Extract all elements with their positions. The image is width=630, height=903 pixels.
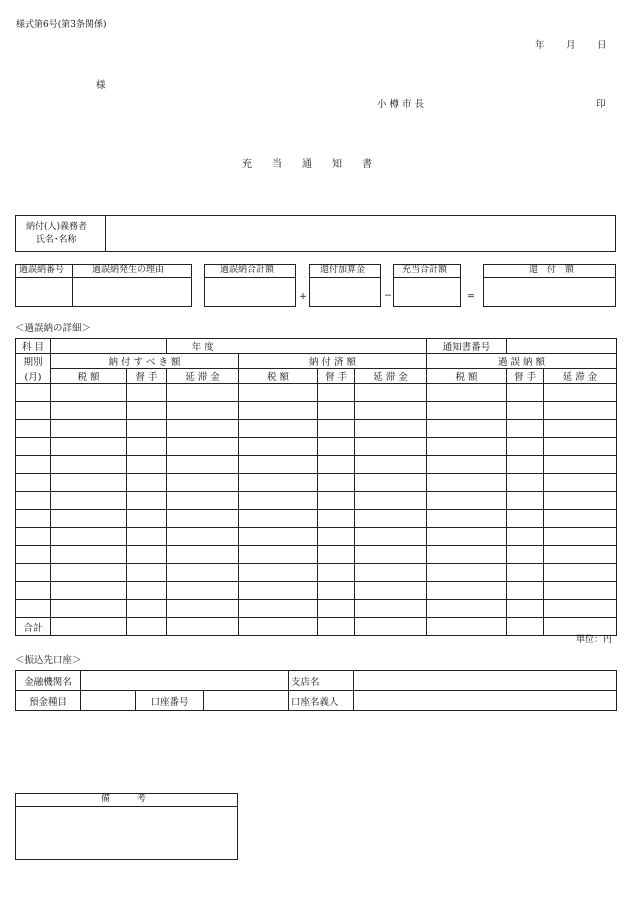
detail-cell[interactable] [127,420,167,438]
detail-cell[interactable] [167,546,239,564]
subject-field[interactable] [51,339,167,354]
detail-cell[interactable] [51,510,127,528]
overpay-number-label: 過誤納番号 [19,265,65,275]
detail-cell[interactable] [239,546,318,564]
to-be-paid-header: 納 付 す べ き 額 [51,354,239,369]
detail-cell[interactable] [427,528,507,546]
detail-cell[interactable] [427,438,507,456]
detail-cell[interactable] [318,582,355,600]
detail-cell[interactable] [51,420,127,438]
account-number-field[interactable] [204,691,289,711]
detail-cell[interactable] [427,456,507,474]
detail-cell[interactable] [167,402,239,420]
detail-cell[interactable] [239,402,318,420]
form-number: 様式第6号(第3条関係) [16,20,107,30]
detail-cell[interactable] [427,582,507,600]
bank-account-table [15,670,617,711]
detail-cell[interactable] [544,474,617,492]
table-row [16,492,617,510]
tax-header: 税 額 [427,369,507,384]
detail-cell[interactable] [355,492,427,510]
total-label: 合計 [16,618,51,636]
account-holder-field[interactable] [354,691,617,711]
detail-cell[interactable] [127,600,167,618]
detail-cell[interactable] [239,438,318,456]
detail-cell[interactable] [127,582,167,600]
delinquency-header: 延 滞 金 [544,369,617,384]
deposit-type-field[interactable] [81,691,136,711]
overpaid-header: 過 誤 納 額 [427,354,617,369]
detail-cell[interactable] [51,438,127,456]
detail-cell[interactable] [239,564,318,582]
detail-cell[interactable] [544,384,617,402]
detail-cell[interactable] [355,438,427,456]
institution-field[interactable] [81,671,289,691]
detail-cell[interactable] [507,492,544,510]
detail-cell[interactable] [318,402,355,420]
detail-cell[interactable] [355,546,427,564]
reminder-fee-header: 督 手 [127,369,167,384]
total-cell[interactable] [318,618,355,636]
detail-cell[interactable] [544,582,617,600]
table-row [16,564,617,582]
equals-sign: = [467,291,475,302]
detail-cell[interactable] [544,510,617,528]
detail-cell[interactable] [355,456,427,474]
table-row [16,582,617,600]
detail-cell[interactable] [318,420,355,438]
notice-number-field[interactable] [507,339,617,354]
detail-cell[interactable] [427,564,507,582]
detail-cell[interactable] [51,474,127,492]
detail-cell[interactable] [318,510,355,528]
table-row [16,402,617,420]
detail-cell[interactable] [127,564,167,582]
detail-cell[interactable] [318,438,355,456]
detail-cell[interactable] [127,402,167,420]
delinquency-header: 延 滞 金 [355,369,427,384]
overpay-detail-table [15,338,617,636]
detail-cell[interactable] [318,492,355,510]
issuer-name: 小 樽 市 長 [377,99,425,110]
detail-cell[interactable] [507,456,544,474]
detail-cell[interactable] [167,528,239,546]
remarks-label: 備 考 [101,794,147,804]
detail-cell[interactable] [427,474,507,492]
period-label: 期別 [16,354,51,369]
detail-cell[interactable] [318,528,355,546]
detail-cell[interactable] [544,528,617,546]
detail-cell[interactable] [16,510,51,528]
detail-cell[interactable] [239,420,318,438]
detail-cell[interactable] [16,564,51,582]
detail-section-title: ＜過誤納の詳細＞ [15,323,92,334]
detail-cell[interactable] [544,402,617,420]
reminder-fee-header: 督 手 [507,369,544,384]
date-month-label: 月 [566,40,576,51]
detail-cell[interactable] [544,564,617,582]
detail-cell[interactable] [239,456,318,474]
detail-cell[interactable] [16,492,51,510]
detail-cell[interactable] [167,438,239,456]
appropriation-total-label: 充当合計額 [402,265,448,275]
detail-cell[interactable] [318,456,355,474]
detail-cell[interactable] [51,402,127,420]
detail-cell[interactable] [167,582,239,600]
detail-cell[interactable] [16,546,51,564]
detail-cell[interactable] [507,438,544,456]
paid-header: 納 付 済 額 [239,354,427,369]
minus-sign: − [384,290,392,301]
detail-cell[interactable] [355,510,427,528]
detail-cell[interactable] [167,600,239,618]
fiscal-year-label: 年 度 [167,339,239,354]
account-number-label: 口座番号 [136,691,204,711]
detail-cell[interactable] [507,420,544,438]
detail-cell[interactable] [507,600,544,618]
payer-label-line2: 氏名･名称 [36,235,77,245]
total-cell[interactable] [544,618,617,636]
detail-cell[interactable] [16,474,51,492]
detail-cell[interactable] [544,546,617,564]
detail-cell[interactable] [355,420,427,438]
detail-cell[interactable] [16,384,51,402]
detail-cell[interactable] [16,420,51,438]
detail-cell[interactable] [127,474,167,492]
detail-cell[interactable] [16,402,51,420]
reminder-fee-header: 督 手 [318,369,355,384]
detail-cell[interactable] [51,384,127,402]
detail-cell[interactable] [427,510,507,528]
detail-cell[interactable] [427,600,507,618]
detail-cell[interactable] [355,384,427,402]
table-row [16,600,617,618]
detail-cell[interactable] [167,564,239,582]
detail-cell[interactable] [318,600,355,618]
total-cell[interactable] [507,618,544,636]
detail-cell[interactable] [507,528,544,546]
table-row [16,510,617,528]
detail-cell[interactable] [167,492,239,510]
detail-cell[interactable] [127,492,167,510]
detail-cell[interactable] [51,600,127,618]
table-row [16,456,617,474]
total-cell[interactable] [427,618,507,636]
tax-header: 税 額 [51,369,127,384]
refund-amount-label: 還 付 額 [529,265,575,275]
detail-cell[interactable] [127,456,167,474]
detail-cell[interactable] [167,384,239,402]
refund-addition-label: 還付加算金 [320,265,366,275]
detail-cell[interactable] [427,384,507,402]
detail-cell[interactable] [127,546,167,564]
branch-label: 支店名 [289,671,354,691]
table-row [16,384,617,402]
notice-number-label: 通知書番号 [427,339,507,354]
detail-cell[interactable] [544,438,617,456]
total-cell[interactable] [167,618,239,636]
detail-cell[interactable] [239,492,318,510]
detail-cell[interactable] [16,528,51,546]
detail-cell[interactable] [51,564,127,582]
remarks-field[interactable] [17,808,236,858]
detail-cell[interactable] [16,582,51,600]
detail-cell[interactable] [355,582,427,600]
detail-cell[interactable] [427,420,507,438]
overpay-total-label: 過誤納合計額 [220,265,275,275]
detail-cell[interactable] [167,456,239,474]
account-holder-label: 口座名義人 [289,691,354,711]
detail-cell[interactable] [355,402,427,420]
seal-mark: 印 [596,99,606,110]
detail-cell[interactable] [127,384,167,402]
detail-cell[interactable] [544,492,617,510]
bank-section-title: ＜振込先口座＞ [15,655,82,666]
detail-cell[interactable] [427,492,507,510]
subject-label: 科 目 [16,339,51,354]
detail-cell[interactable] [507,402,544,420]
plus-sign: + [299,291,307,302]
detail-cell[interactable] [427,402,507,420]
detail-cell[interactable] [507,546,544,564]
detail-cell[interactable] [239,384,318,402]
detail-cell[interactable] [318,546,355,564]
detail-cell[interactable] [167,474,239,492]
payer-label-line1: 納付(人)義務者 [26,222,88,232]
detail-cell[interactable] [318,564,355,582]
detail-cell[interactable] [544,420,617,438]
detail-cell[interactable] [127,438,167,456]
recipient-suffix: 様 [96,80,106,91]
detail-cell[interactable] [318,384,355,402]
institution-label: 金融機関名 [16,671,81,691]
detail-cell[interactable] [507,384,544,402]
detail-cell[interactable] [239,510,318,528]
table-row [16,438,617,456]
detail-cell[interactable] [167,420,239,438]
detail-cell[interactable] [355,474,427,492]
date-year-label: 年 [535,40,545,51]
total-cell[interactable] [355,618,427,636]
detail-cell[interactable] [51,492,127,510]
detail-cell[interactable] [127,528,167,546]
table-row [16,546,617,564]
table-row [16,420,617,438]
detail-cell[interactable] [127,510,167,528]
detail-cell[interactable] [51,546,127,564]
detail-cell[interactable] [16,456,51,474]
detail-cell[interactable] [355,600,427,618]
detail-cell[interactable] [507,582,544,600]
detail-cell[interactable] [355,528,427,546]
detail-cell[interactable] [51,528,127,546]
table-row [16,528,617,546]
detail-cell[interactable] [239,600,318,618]
detail-cell[interactable] [16,600,51,618]
delinquency-header: 延 滞 金 [167,369,239,384]
detail-cell[interactable] [51,582,127,600]
detail-cell[interactable] [167,510,239,528]
detail-cell[interactable] [318,474,355,492]
tax-header: 税 額 [239,369,318,384]
total-cell[interactable] [51,618,127,636]
detail-cell[interactable] [507,510,544,528]
fiscal-year-field[interactable] [239,339,427,354]
total-cell[interactable] [127,618,167,636]
detail-cell[interactable] [544,456,617,474]
document-title: 充 当 通 知 書 [242,159,372,170]
overpay-reason-label: 過誤納発生の理由 [92,265,165,275]
detail-cell[interactable] [544,600,617,618]
detail-cell[interactable] [507,474,544,492]
month-label: (月) [16,369,51,384]
deposit-type-label: 預金種目 [16,691,81,711]
detail-cell[interactable] [355,564,427,582]
branch-field[interactable] [354,671,617,691]
detail-cell[interactable] [239,528,318,546]
detail-cell[interactable] [427,546,507,564]
unit-label: 単位：円 [576,635,613,645]
table-row [16,474,617,492]
detail-cell[interactable] [239,474,318,492]
date-day-label: 日 [597,40,607,51]
detail-cell[interactable] [51,456,127,474]
detail-cell[interactable] [507,564,544,582]
detail-cell[interactable] [16,438,51,456]
detail-cell[interactable] [239,582,318,600]
total-cell[interactable] [239,618,318,636]
